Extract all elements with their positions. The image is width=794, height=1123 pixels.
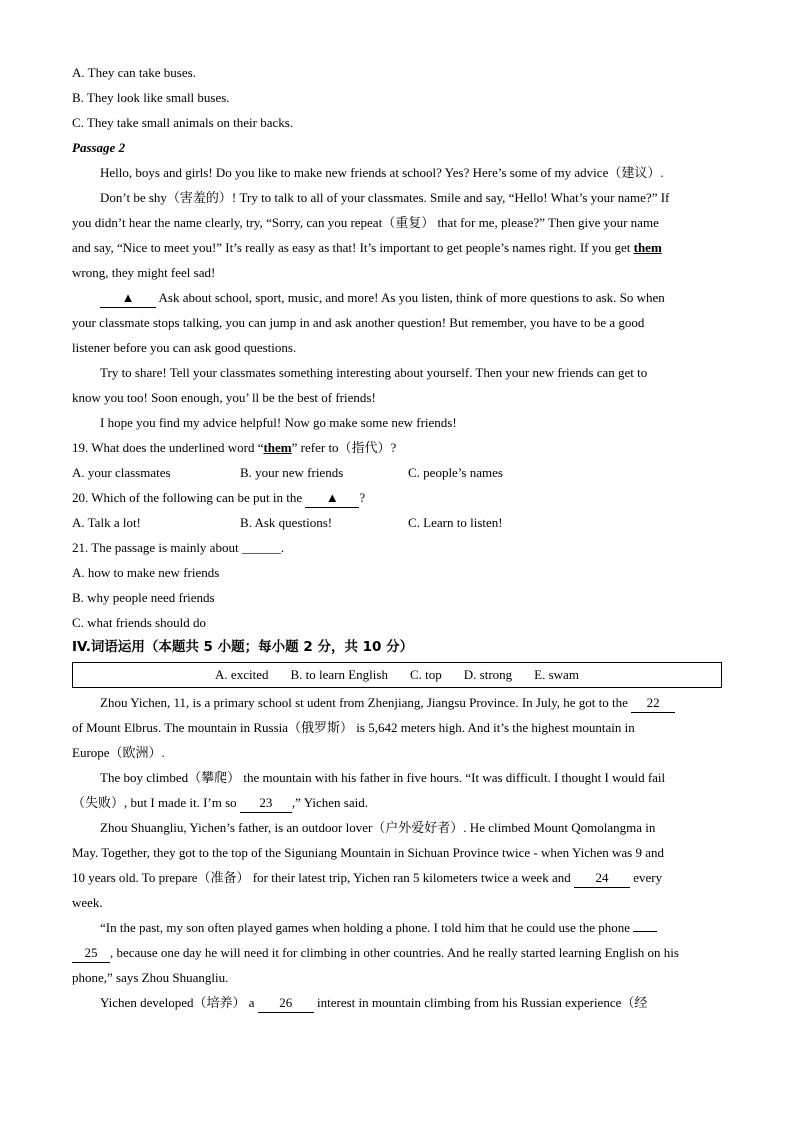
exam-page (72, 60, 722, 1015)
text-segment: ” refer to（指代）? (291, 440, 397, 455)
q20-option-c: C. Learn to listen! (408, 515, 503, 530)
passage3-paragraph-4-line-3: phone,” says Zhou Shuangliu. (72, 970, 229, 985)
q19-option-c: C. people’s names (408, 465, 503, 480)
passage3-paragraph-2-line-1: The boy climbed（攀爬） the mountain with his father in five hours. “It was difficult. I thought I would fail (100, 770, 666, 785)
passage2-paragraph-3-line-3: listener before you can ask good questions. (72, 340, 297, 355)
passage3-paragraph-1-line-3: Europe（欧洲）. (72, 745, 165, 760)
word-bank-item: E. swam (534, 667, 579, 682)
passage2-title: Passage 2 (72, 140, 126, 155)
word-bank-item: A. excited (215, 667, 269, 682)
question-21: 21. The passage is mainly about ______. (72, 540, 285, 555)
q20-option-a: A. Talk a lot! (72, 515, 141, 530)
underlined-word-them: them (633, 240, 662, 255)
text-segment: Ask about school, sport, music, and more! As you listen, think of more questions to ask. So when (156, 290, 665, 305)
text-segment: Yichen developed（培养） a (100, 995, 258, 1010)
q19-option-b: B. your new friends (240, 465, 344, 480)
word-bank-box (72, 662, 722, 688)
passage2-paragraph-2-line-2: you didn’t hear the name clearly, try, “Sorry, can you repeat（重复） that for me, please?” Then give your name (72, 215, 659, 230)
passage3-paragraph-4-line-1 (72, 915, 722, 940)
passage3-paragraph-3-line-3 (72, 865, 722, 890)
passage3-paragraph-3-line-4: week. (72, 895, 103, 910)
word-bank-item: B. to learn English (290, 667, 388, 682)
text-segment: 10 years old. To prepare（准备） for their latest trip, Yichen ran 5 kilometers twice a week and (72, 870, 574, 885)
q18-option-a: A. They can take buses. (72, 65, 196, 80)
question-19-word: them (263, 440, 292, 455)
text-segment: and say, “Nice to meet you!” It’s really as easy as that! It’s important to get people’s names right. If you get (72, 240, 634, 255)
passage3-paragraph-3-line-1: Zhou Shuangliu, Yichen’s father, is an outdoor lover（户外爱好者）. He climbed Mount Qomolangma in (100, 820, 656, 835)
text-segment: 19. What does the underlined word “ (72, 440, 264, 455)
passage3-paragraph-5-line-1 (72, 990, 722, 1015)
question-19-options (72, 460, 722, 485)
q21-option-a: A. how to make new friends (72, 565, 220, 580)
text-segment: “In the past, my son often played games when holding a phone. I told him that he could use the phone (100, 920, 634, 935)
blank-22: 22 (631, 694, 675, 713)
blank-25: 25 (72, 944, 110, 963)
passage2-paragraph-3-line-1 (72, 285, 722, 310)
q18-option-b: B. They look like small buses. (72, 90, 230, 105)
passage3-paragraph-1-line-2: of Mount Elbrus. The mountain in Russia（俄罗斯） is 5,642 meters high. And it’s the highest mountain in (72, 720, 635, 735)
q21-option-b: B. why people need friends (72, 590, 215, 605)
question-20-options (72, 510, 722, 535)
q21-option-c: C. what friends should do (72, 615, 206, 630)
blank-23: 23 (240, 794, 292, 813)
blank-26: 26 (258, 994, 314, 1013)
passage3-paragraph-3-line-2: May. Together, they got to the top of the Siguniang Mountain in Sichuan Province twice - when Yichen was 9 and (72, 845, 665, 860)
passage3-paragraph-2-line-2 (72, 790, 722, 815)
text-segment: ,” Yichen said. (291, 795, 368, 810)
blank-24: 24 (574, 869, 630, 888)
passage2-paragraph-2-line-3 (72, 235, 722, 260)
text-segment: , because one day he will need it for climbing in other countries. And he really started learning English on his (110, 945, 679, 960)
passage2-paragraph-2-line-1: Don’t be shy（害羞的）! Try to talk to all of your classmates. Smile and say, “Hello! What’s your name?” If (100, 190, 670, 205)
text-segment: interest in mountain climbing from his Russian experience（经 (313, 995, 648, 1010)
passage2-paragraph-1: Hello, boys and girls! Do you like to make new friends at school? Yes? Here’s some of my advice（建议）. (100, 165, 664, 180)
passage2-paragraph-4-line-2: know you too! Soon enough, you’ ll be the best of friends! (72, 390, 376, 405)
text-segment: （失败）, but I made it. I’m so (72, 795, 240, 810)
q19-option-a: A. your classmates (72, 465, 171, 480)
blank-25-start (633, 931, 657, 932)
text-segment: every (629, 870, 663, 885)
blank-20: ▲ (100, 289, 156, 308)
word-bank-item: C. top (409, 667, 442, 682)
word-bank-item: D. strong (463, 667, 513, 682)
passage3-paragraph-1-line-1 (72, 690, 722, 715)
q20-option-b: B. Ask questions! (240, 515, 333, 530)
question-19 (72, 435, 722, 460)
text-segment: ? (359, 490, 366, 505)
passage2-paragraph-2-line-4: wrong, they might feel sad! (72, 265, 216, 280)
question-20-blank: ▲ (305, 489, 359, 508)
q18-option-c: C. They take small animals on their backs. (72, 115, 294, 130)
text-segment: Zhou Yichen, 11, is a primary school st udent from Zhenjiang, Jiangsu Province. In July, he got to the (100, 695, 632, 710)
passage2-paragraph-5: I hope you find my advice helpful! Now go make some new friends! (100, 415, 457, 430)
passage2-paragraph-3-line-2: your classmate stops talking, you can jump in and ask another question! But remember, you have to be a good (72, 315, 645, 330)
text-segment: 20. Which of the following can be put in the (72, 490, 306, 505)
section-4-title: IV.词语运用（本题共 5 小题；每小题 2 分，共 10 分） (72, 639, 414, 655)
passage3-paragraph-4-line-2 (72, 940, 722, 965)
question-20 (72, 485, 722, 510)
passage2-paragraph-4-line-1: Try to share! Tell your classmates something interesting about yourself. Then your new friends can get to (100, 365, 648, 380)
